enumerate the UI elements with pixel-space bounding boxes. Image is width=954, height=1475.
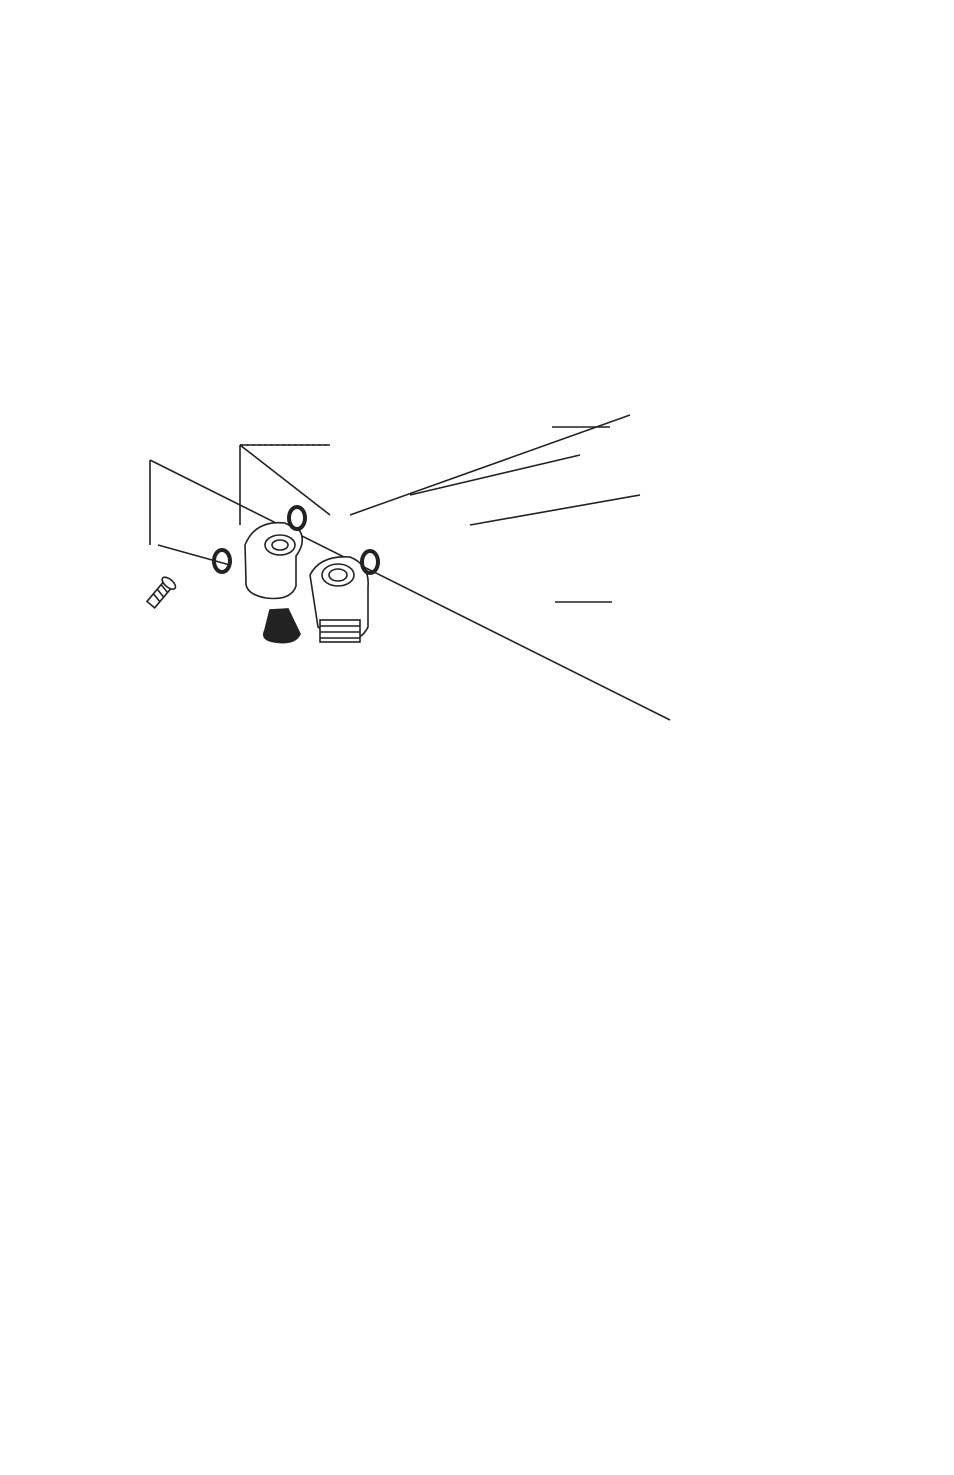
o-ring-left [289,507,305,529]
step-item [87,123,887,176]
step-number [87,123,119,176]
step-item [87,176,887,203]
step-number [87,176,119,203]
step-text [119,123,887,176]
step-text [119,176,887,203]
maintenance-steps [87,123,887,203]
perspective-line [150,460,670,720]
valve-exploded-diagram [80,405,870,735]
